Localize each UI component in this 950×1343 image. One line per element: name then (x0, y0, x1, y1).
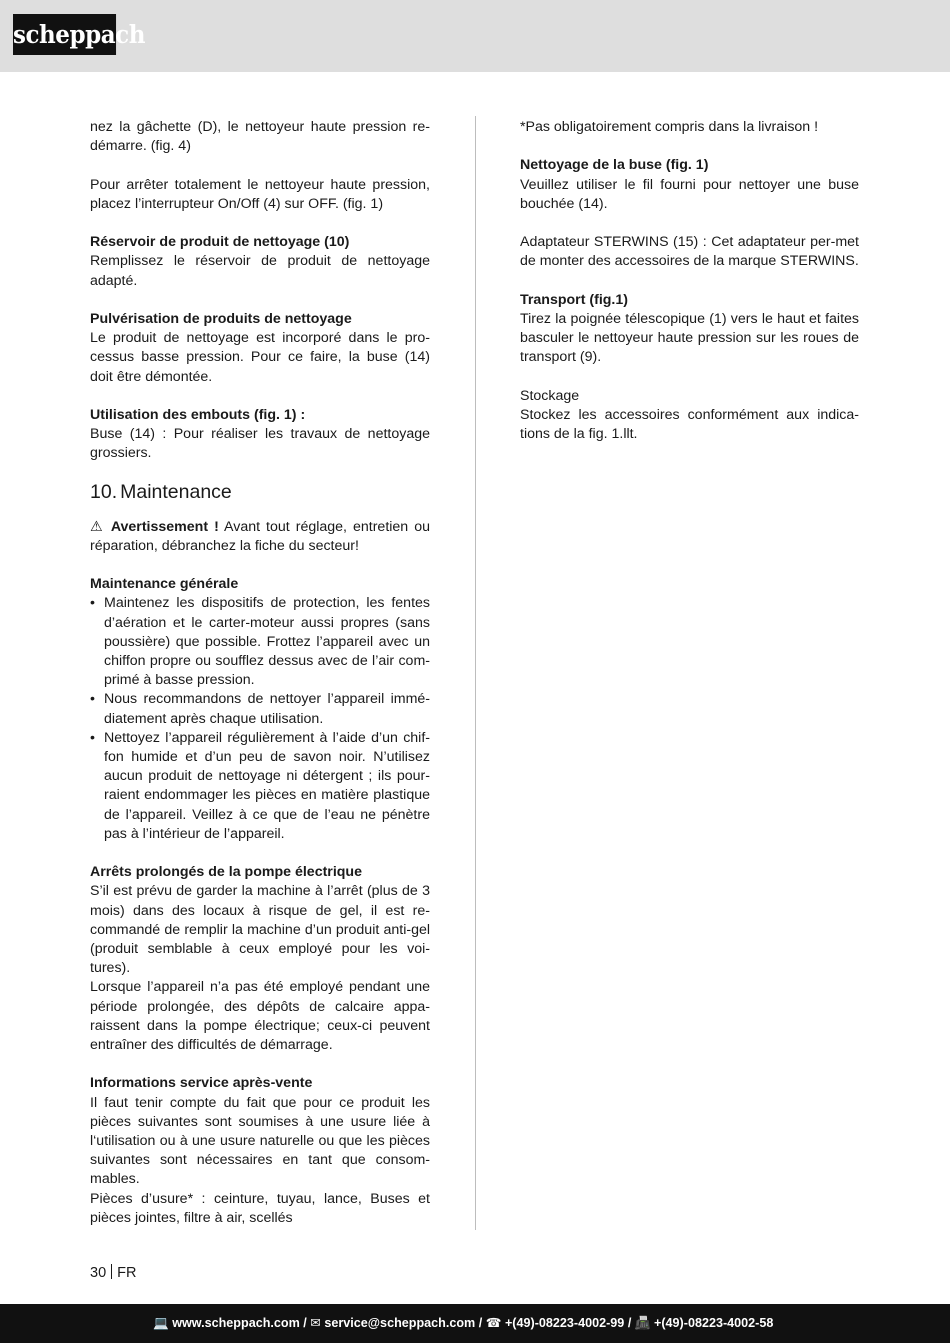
list-item: • Nettoyez l’appareil régulièrement à l’aide d’un chif-fon humide et d’un peu de savon noir. N’utilisez aucun produit de nettoyage ni détergent ; ils pour-raient endommager les pièces en matière plastique de l’appareil. Veillez à ce que de l’eau ne pénètre pas à l’intérieur de l’appareil. (90, 729, 430, 844)
section-number: 10. (90, 480, 118, 503)
heading-transport: Transport (fig.1) (520, 291, 628, 308)
maintenance-bullet-list (90, 594, 430, 844)
paragraph-service-1: Il faut tenir compte du fait que pour ce produit les pièces suivantes sont soumises à une usure liée à l‘utilisation ou à une usure naturelle ou que les pièces suivantes sont nécessaires en tant que consom-mables. (90, 1094, 430, 1188)
heading-embouts: Utilisation des embouts (fig. 1) : (90, 406, 306, 423)
paragraph-arrets-1: S’il est prévu de garder la machine à l’arrêt (plus de 3 mois) dans des locaux à risque de gel, il est re-commandé de remplir la machine d’un produit anti-gel (produit semblable à ceux employé pour les voi-tures). (90, 883, 430, 977)
warning-label: Avertissement ! (110, 518, 219, 535)
fax-icon: 📠 (634, 1316, 651, 1330)
header-band (0, 0, 950, 72)
paragraph-restart: nez la gâchette (D), le nettoyeur haute pression re-démarre. (fig. 4) (90, 119, 430, 155)
paragraph-reservoir: Remplissez le réservoir de produit de nettoyage adapté. (90, 253, 430, 289)
left-column (90, 118, 430, 1228)
footer-band (0, 1304, 950, 1343)
paragraph-service-2: Pièces d’usure* : ceinture, tuyau, lance, Buses et pièces jointes, filtre à air, scellés (90, 1190, 430, 1226)
warning-icon: ⚠ (90, 518, 105, 535)
phone-number: +(49)-08223-4002-99 / (504, 1316, 632, 1330)
email-link[interactable]: service@scheppach.com / (324, 1316, 483, 1330)
section-title-text: Maintenance (120, 480, 232, 503)
fax-number: +(49)-08223-4002-58 (654, 1316, 774, 1330)
paragraph-stockage: Stockez les accessoires conformément aux indica-tions de la fig. 1.llt. (520, 406, 859, 443)
computer-icon: 💻 (153, 1316, 169, 1330)
scheppach-logo: scheppach (13, 14, 116, 55)
heading-arrets: Arrêts prolongés de la pompe électrique (90, 864, 362, 881)
page-number-label (90, 1264, 136, 1282)
phone-icon: ☎ (485, 1316, 502, 1330)
column-divider (475, 116, 476, 1230)
list-item: • Nous recommandons de nettoyer l’appareil immé-diatement après chaque utilisation. (90, 690, 430, 728)
list-item: • Maintenez les dispositifs de protection, les fentes d’aération et le carter-moteur aussi propres (sans poussière) que possible. Frottez l’appareil avec un chiffon propre ou soufflez dessus avec de l’air com-primé à basse pression. (90, 594, 430, 690)
website-link[interactable]: www.scheppach.com / (172, 1316, 307, 1330)
paragraph-pulverisation: Le produit de nettoyage est incorporé dans le pro-cessus basse pression. Pour ce faire, la buse (14) doit être démontée. (90, 330, 430, 385)
warning-paragraph (90, 518, 430, 556)
language-code: FR (117, 1265, 137, 1281)
warning-text: Avant tout réglage, entretien ou réparation, débranchez la fiche du secteur! (90, 518, 430, 554)
right-column (520, 118, 859, 444)
paragraph-transport: Tirez la poignée télescopique (1) vers le haut et faites basculer le nettoyeur haute pression sur les roues de transport (9). (520, 310, 859, 366)
heading-buse: Nettoyage de la buse (fig. 1) (520, 157, 709, 174)
stockage-title: Stockage (520, 387, 580, 404)
paragraph-stop: Pour arrêter totalement le nettoyeur haute pression, placez l’interrupteur On/Off (4) sur OFF. (fig. 1) (90, 176, 430, 212)
paragraph-embouts: Buse (14) : Pour réaliser les travaux de nettoyage grossiers. (90, 426, 430, 462)
paragraph-buse: Veuillez utiliser le fil fourni pour nettoyer une buse bouchée (14). (520, 176, 859, 212)
heading-service: Informations service après-vente (90, 1075, 313, 1092)
page-number: 30 (90, 1265, 107, 1281)
heading-reservoir: Réservoir de produit de nettoyage (10) (90, 234, 350, 251)
mail-icon: ✉ (310, 1316, 321, 1330)
paragraph-adaptateur: Adaptateur STERWINS (15) : Cet adaptateur per-met de monter des accessoires de la marque STERWINS. (520, 234, 859, 270)
heading-pulverisation: Pulvérisation de produits de nettoyage (90, 310, 352, 327)
contact-line (153, 1315, 773, 1332)
page-separator (111, 1264, 112, 1279)
paragraph-arrets-2: Lorsque l’appareil n’a pas été employé pendant une période prolongée, des dépôts de calcaire appa-raissent dans la pompe électrique; ceux-ci peuvent entraîner des difficultés de démarrage. (90, 979, 430, 1054)
heading-maintenance-generale: Maintenance générale (90, 576, 239, 593)
paragraph-note: *Pas obligatoirement compris dans la livraison ! (520, 119, 819, 135)
section-title (90, 480, 430, 504)
